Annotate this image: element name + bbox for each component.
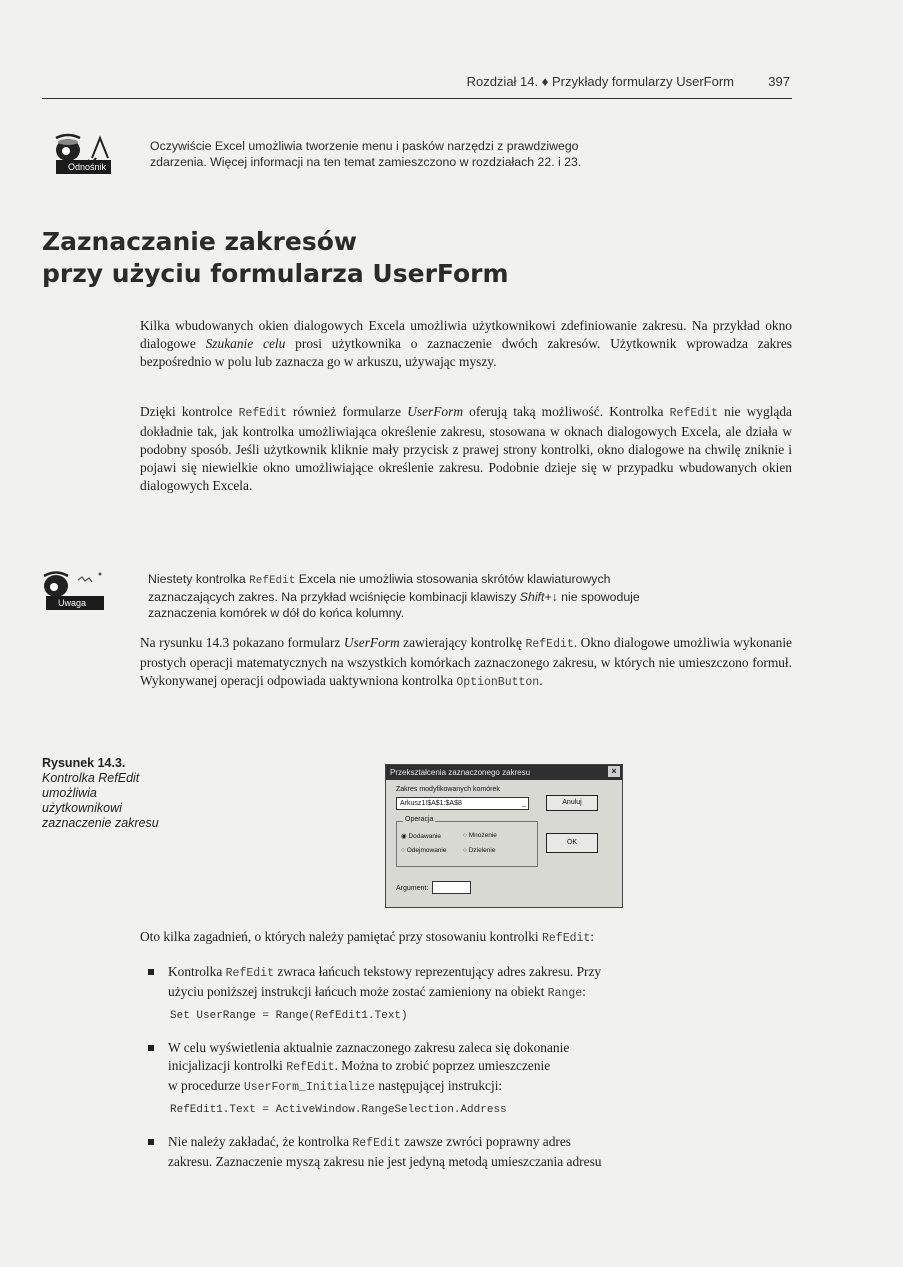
radio-subtract[interactable]: ○ Odejmowanie (401, 847, 447, 854)
range-label: Zakres modyfikowanych komórek (396, 786, 500, 793)
refedit-button[interactable]: _ (522, 800, 526, 807)
radio-multiply[interactable]: ○ Mnożenie (463, 832, 497, 839)
operation-group (396, 816, 538, 867)
code-line: RefEdit1.Text = ActiveWindow.RangeSelection.Address (170, 1104, 507, 1116)
note-line: Oczywiście Excel umożliwia tworzenie menu i pasków narzędzi z prawdziwego (150, 139, 579, 153)
refedit-input[interactable]: Arkusz1!$A$1:$A$8 _ (396, 797, 529, 810)
close-icon[interactable]: × (608, 766, 620, 777)
bullet-marker (148, 969, 154, 975)
userform-dialog (385, 764, 623, 908)
code-line: Set UserRange = Range(RefEdit1.Text) (170, 1010, 408, 1022)
reference-label: Odnośnik (56, 160, 111, 174)
radio-divide[interactable]: ○ Dzielenie (463, 847, 496, 854)
section-title-line: przy użyciu formularza UserForm (42, 259, 509, 288)
page-number: 397 (768, 74, 790, 89)
group-label: Operacja (405, 816, 434, 823)
warning-label: Uwaga (46, 596, 104, 610)
cancel-button[interactable]: Anuluj (546, 795, 598, 811)
list-intro: Oto kilka zagadnień, o których należy pamiętać przy stosowaniu kontrolki RefEdit: (140, 929, 595, 945)
running-title: Rozdział 14. ♦ Przykłady formularzy UserForm (466, 74, 734, 89)
figure-caption: Rysunek 14.3. Kontrolka RefEdit umożliwia użytkownikowi zaznaczenie zakresu (42, 756, 212, 831)
bullet-marker (148, 1139, 154, 1145)
note-line: zdarzenia. Więcej informacji na ten temat zamieszczono w rozdziałach 22. i 23. (150, 155, 582, 169)
ok-button[interactable]: OK (546, 833, 598, 853)
paragraph-2: Dzięki kontrolce RefEdit również formularze UserForm oferują taką możliwość. Kontrolka RefEdit nie wygląda dokładnie tak, jak kontrolka umożliwiająca określenie zakresu, stosowana w oknach dialogowych Excela, ale działa w podobny sposób. Jeśli użytkownik kliknie mały przycisk z prawej strony kontrolki, okno dialogowe na chwilę zniknie i pojawi się niewielkie okno umożliwiające określenie zakresu. Podobnie dzieje się w przypadku wbudowanych okien dialogowych Excela. (140, 404, 792, 493)
argument-label: Argument: (396, 885, 429, 892)
section-title (42, 226, 509, 290)
bullet-marker (148, 1045, 154, 1051)
dialog-titlebar (386, 765, 622, 780)
figure-number: Rysunek 14.3. (42, 756, 126, 770)
radio-add[interactable]: ◉ Dodawanie (401, 833, 442, 840)
section-title-line: Zaznaczanie zakresów (42, 227, 357, 256)
paragraph-3: Na rysunku 14.3 pokazano formularz UserForm zawierający kontrolkę RefEdit. Okno dialogowe umożliwia wykonanie prostych operacji matematycznych na wszystkich komórkach zaznaczonego zakresu, w których nie umieszczono formuł. Wykonywanej operacji odpowiada uaktywniona kontrolka OptionButton. (140, 635, 793, 689)
paragraph-1: Kilka wbudowanych okien dialogowych Excela umożliwia użytkownikowi zdefiniowanie zakresu. Na przykład okno dialogowe Szukanie celu prosi użytkownika o zaznaczenie dwóch zakresów. Użytkownik wprowadza zakres bezpośrednio w polu lub zaznacza go w arkuszu, używając myszy. (140, 318, 792, 369)
dialog-title: Przekształcenia zaznaczonego zakresu (390, 768, 531, 777)
book-page: Rozdział 14. ♦ Przykłady formularzy UserForm 397 Odnośnik Oczywiście Excel umożliwia tworzenie menu i pasków narzędzi z prawdziwego zdarzenia. Więcej informacji na ten temat zamieszczono w rozdziałach 22. i 23. Zaznaczanie zakresów przy użyciu formularza UserForm Kilka wbudowanych okien dialogowych Excela umożliwia użytkownikowi zdefiniowanie zakresu. Na przykład okno dialogowe Szukanie celu prosi użytkownika o zaznaczenie dwóch zakresów. Użytkownik wprowadza zakres bezpośrednio w polu lub zaznacza go w arkuszu, używając myszy. Dzięki kontrolce RefEdit również formularze UserForm oferują taką możliwość. Kontrolka RefEdit nie wygląda dokładnie tak, jak kontrolka umożliwiająca określenie zakresu, stosowana w oknach dialogowych Excela, ale działa w podobny sposób. Jeśli użytkownik kliknie mały przycisk z prawej strony kontrolki, okno dialogowe na chwilę zniknie i pojawi się niewielkie okno umożliwiające określenie zakresu. Podobnie dzieje się w przypadku wbudowanych okien dialogowych Excela. Uwaga Niestety kontrolka RefEdit Excela nie umożliwia stosowania skrótów klawiaturowych zaznaczających zakres. Na przykład wciśnięcie kombinacji klawiszy Shift+↓ nie spowoduje zaznaczenia komórek w dół do końca kolumny. Na rysunku 14.3 pokazano formularz UserForm zawierający kontrolkę RefEdit. Okno dialogowe umożliwia wykonanie prostych operacji matematycznych na wszystkich komórkach zaznaczonego zakresu, w których nie umieszczono formuł. Wykonywanej operacji odpowiada uaktywniona kontrolka OptionButton. Rysunek 14.3. Kontrolka RefEdit umożliwia użytkownikowi zaznaczenie zakresu Przekształcenia zaznaczonego zakresu × Zakres modyfikowanych komórek Arkusz1!$A$1:$A$8 _ Anuluj Operacja ◉ Dodawanie ○ Mnożenie ○ Odejmowanie ○ Dzielenie OK Argument: Oto kilka zagadnień, o których należy pamiętać przy stosowaniu kontrolki RefEdit: Kontrolka RefEdit zwraca łańcuch tekstowy reprezentujący adres zakresu. Przy użyciu poniższej instrukcji łańcuch może zostać zamieniony na obiekt Range: Set UserRange = Range(RefEdit1.Text) W celu wyświetlenia aktualnie zaznaczonego zakresu zaleca się dokonanie inicjalizacji kontrolki RefEdit. Można to zrobić poprzez umieszczenie w procedurze UserForm_Initialize następującej instrukcji: RefEdit1.Text = ActiveWindow.RangeSelection.Address Nie należy zakładać, że kontrolka RefEdit zawsze zwróci poprawny adres zakresu. Zaznaczenie myszą zakresu nie jest jedyną metodą umieszczania adresu (0, 0, 903, 1267)
argument-input[interactable] (432, 881, 471, 894)
running-header (42, 72, 792, 99)
